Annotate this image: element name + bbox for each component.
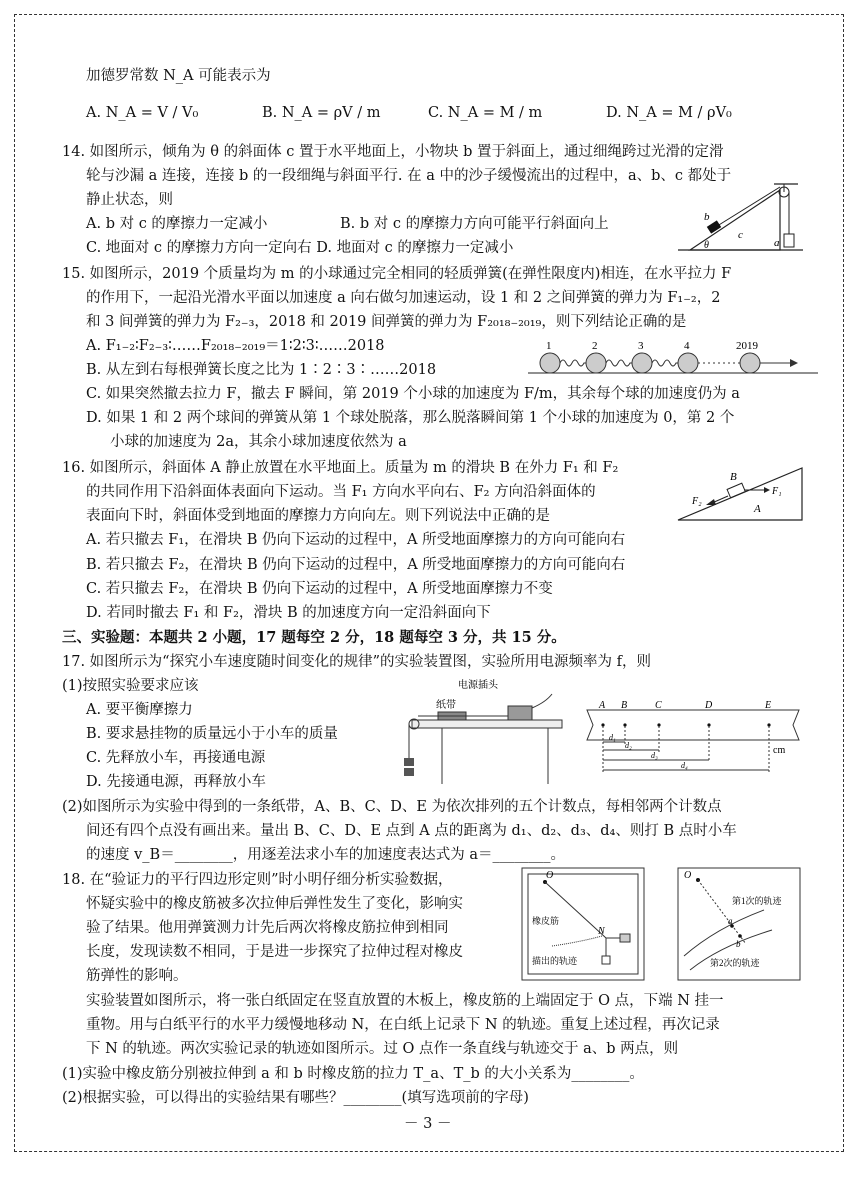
- q18-right-O: O: [684, 870, 692, 881]
- q18-tracks-figure: [676, 866, 804, 982]
- q18-right-a: a: [728, 916, 733, 926]
- q18-stem-7: 重物。用与白纸平行的水平力缓慢地移动 N，在白纸上记录下 N 的轨迹。重复上述过程，再次记录: [86, 1017, 720, 1033]
- q18-right-second: 第2次的轨迹: [710, 958, 760, 968]
- q17-stem: 17. 如图所示为“探究小车速度随时间变化的规律”的实验装置图，实验所用电源频率为 f，则: [62, 654, 651, 670]
- q18-stem-3: 验了结果。他用弹簧测力计先后两次将橡皮筋拉伸到相同: [86, 920, 449, 936]
- q15-stem-1: 15. 如图所示，2019 个质量均为 m 的小球通过完全相同的轻质弹簧(在弹性限度内)相连，在水平拉力 F: [62, 266, 732, 282]
- q15-label-3: 3: [638, 340, 644, 352]
- q18-board-figure: [520, 866, 648, 984]
- q13-option-d: D. N_A = M / ρV₀: [606, 105, 732, 121]
- q14-option-b: B. b 对 c 的摩擦力方向可能平行斜面向上: [340, 216, 609, 232]
- q18-left-track: 描出的轨迹: [532, 956, 578, 966]
- q18-stem-2: 怀疑实验中的橡皮筋被多次拉伸后弹性发生了变化，影响实: [86, 896, 463, 912]
- q16-stem-3: 表面向下时，斜面体受到地面的摩擦力方向向左。则下列说法中正确的是: [86, 508, 550, 524]
- q17-tape-figure: [585, 700, 807, 774]
- q14-stem-3: 静止状态，则: [86, 192, 173, 208]
- q18-right-b: b: [736, 939, 741, 949]
- q17-tape-unit: cm: [773, 745, 786, 756]
- q14-option-a: A. b 对 c 的摩擦力一定减小: [86, 216, 268, 232]
- q18-stem-4: 长度，发现读数不相同，于是进一步探究了拉伸过程对橡皮: [86, 944, 463, 960]
- q14-label-theta: θ: [704, 240, 709, 251]
- q17-sub-2-2: 间还有四个点没有画出来。量出 B、C、D、E 点到 A 点的距离为 d₁、d₂、d₃、d₄、则打 B 点时小车: [86, 823, 737, 839]
- q18-stem-5: 筋弹性的影响。: [86, 968, 188, 984]
- q13-option-a: A. N_A = V / V₀: [86, 105, 199, 121]
- q17-option-b: B. 要求悬挂物的质量远小于小车的质量: [86, 726, 338, 742]
- q17-label-plug: 电源插头: [458, 680, 498, 691]
- q17-label-tape: 纸带: [436, 700, 456, 711]
- q15-label-2: 2: [592, 340, 598, 352]
- q18-stem-6: 实验装置如图所示，将一张白纸固定在竖直放置的木板上，橡皮筋的上端固定于 O 点，下端 N 挂一: [86, 993, 724, 1009]
- q15-balls-springs-figure: [528, 338, 818, 378]
- q14-label-c: c: [738, 229, 743, 241]
- q14-incline-figure: [668, 180, 808, 260]
- q18-sub-2: (2)根据实验，可以得出的实验结果有哪些？________(填写选项前的字母): [62, 1090, 529, 1106]
- q18-stem-8: 下 N 的轨迹。两次实验记录的轨迹如图所示。过 O 点作一条直线与轨迹交于 a、b 两点，则: [86, 1041, 679, 1057]
- q15-option-a: A. F₁₋₂∶F₂₋₃∶……F₂₀₁₈₋₂₀₁₉＝1∶2∶3∶……2018: [86, 338, 385, 354]
- q17-tape-d4: d₄: [681, 761, 688, 770]
- q17-sub-1: (1)按照实验要求应该: [62, 678, 199, 694]
- q14-stem-1: 14. 如图所示，倾角为 θ 的斜面体 c 置于水平地面上，小物块 b 置于斜面上，通过细绳跨过光滑的定滑: [62, 144, 724, 160]
- q17-tape-d2: d₂: [625, 741, 632, 750]
- q18-left-band: 橡皮筋: [532, 916, 560, 926]
- q16-stem-1: 16. 如图所示，斜面体 A 静止放置在水平地面上。质量为 m 的滑块 B 在外力 F₁ 和 F₂: [62, 460, 619, 476]
- q18-left-N: N: [598, 926, 605, 937]
- q16-option-a: A. 若只撤去 F₁，在滑块 B 仍向下运动的过程中，A 所受地面摩擦力的方向可能向右: [86, 532, 626, 548]
- q14-label-b: b: [704, 211, 710, 223]
- q14-option-cd: C. 地面对 c 的摩擦力方向一定向右 D. 地面对 c 的摩擦力一定减小: [86, 240, 514, 256]
- q15-option-c: C. 如果突然撤去拉力 F，撤去 F 瞬间，第 2019 个小球的加速度为 F/m，其余每个球的加速度仍为 a: [86, 386, 740, 402]
- q18-stem-1: 18. 在“验证力的平行四边形定则”时小明仔细分析实验数据，: [62, 872, 453, 888]
- q13-stem-end: 加德罗常数 N_A 可能表示为: [86, 68, 271, 84]
- q18-left-O: O: [546, 870, 554, 881]
- q15-option-b: B. 从左到右每根弹簧长度之比为 1∶2∶3∶……2018: [86, 362, 437, 378]
- q16-option-d: D. 若同时撤去 F₁ 和 F₂，滑块 B 的加速度方向一定沿斜面向下: [86, 605, 491, 621]
- q18-sub-1: (1)实验中橡皮筋分别被拉伸到 a 和 b 时橡皮筋的拉力 T_a、T_b 的大小关系为________。: [62, 1066, 644, 1082]
- q17-tape-B: B: [621, 700, 628, 711]
- q13-option-c: C. N_A = M / m: [428, 105, 543, 121]
- q16-label-A: A: [754, 503, 761, 515]
- q17-tape-E: E: [765, 700, 772, 711]
- q16-incline-figure: [672, 462, 812, 526]
- q16-stem-2: 的共同作用下沿斜面体表面向下运动。当 F₁ 方向水平向右、F₂ 方向沿斜面体的: [86, 484, 596, 500]
- q17-option-c: C. 先释放小车，再接通电源: [86, 750, 266, 766]
- q17-apparatus-figure: [398, 678, 570, 788]
- q17-sub-2-3: 的速度 v_B＝________，用逐差法求小车的加速度表达式为 a＝________。: [86, 847, 565, 863]
- q16-option-c: C. 若只撤去 F₂，在滑块 B 仍向下运动的过程中，A 所受地面摩擦力不变: [86, 581, 553, 597]
- q17-tape-A: A: [599, 700, 606, 711]
- q17-option-d: D. 先接通电源，再释放小车: [86, 774, 266, 790]
- q17-tape-D: D: [705, 700, 713, 711]
- q15-label-1: 1: [546, 340, 552, 352]
- q15-label-4: 4: [684, 340, 690, 352]
- q16-label-F1: F₁: [772, 486, 782, 497]
- section-3-heading: 三、实验题：本题共 2 小题，17 题每空 2 分，18 题每空 3 分，共 15 分。: [62, 629, 566, 646]
- q16-label-B: B: [730, 471, 737, 483]
- q15-stem-3: 和 3 间弹簧的弹力为 F₂₋₃，2018 和 2019 间弹簧的弹力为 F₂₀₁₈₋₂₀₁₉，则下列结论正确的是: [86, 314, 687, 330]
- q14-stem-2: 轮与沙漏 a 连接，连接 b 的一段细绳与斜面平行. 在 a 中的沙子缓慢流出的过程中，a、b、c 都处于: [86, 168, 732, 184]
- q13-option-b: B. N_A = ρV / m: [262, 105, 381, 121]
- q14-label-a: a: [774, 237, 780, 249]
- q15-option-d-1: D. 如果 1 和 2 两个球间的弹簧从第 1 个球处脱落，那么脱落瞬间第 1 个小球的加速度为 0，第 2 个: [86, 410, 735, 426]
- q17-tape-d1: d₁: [609, 733, 616, 742]
- page-number: － 3 －: [404, 1116, 452, 1132]
- q17-option-a: A. 要平衡摩擦力: [86, 702, 193, 718]
- q15-label-2019: 2019: [736, 340, 758, 352]
- q17-sub-2-1: (2)如图所示为实验中得到的一条纸带，A、B、C、D、E 为依次排列的五个计数点，每相邻两个计数点: [62, 799, 722, 815]
- q15-option-d-2: 小球的加速度为 2a，其余小球加速度依然为 a: [110, 434, 407, 450]
- q15-stem-2: 的作用下，一起沿光滑水平面以加速度 a 向右做匀加速运动，设 1 和 2 之间弹簧的弹力为 F₁₋₂，2: [86, 290, 721, 306]
- q16-label-F2: F₂: [692, 496, 702, 507]
- q17-tape-d3: d₃: [651, 751, 658, 760]
- q17-tape-C: C: [655, 700, 662, 711]
- q18-right-first: 第1次的轨迹: [732, 896, 782, 906]
- q16-option-b: B. 若只撤去 F₂，在滑块 B 仍向下运动的过程中，A 所受地面摩擦力的方向可能向右: [86, 557, 626, 573]
